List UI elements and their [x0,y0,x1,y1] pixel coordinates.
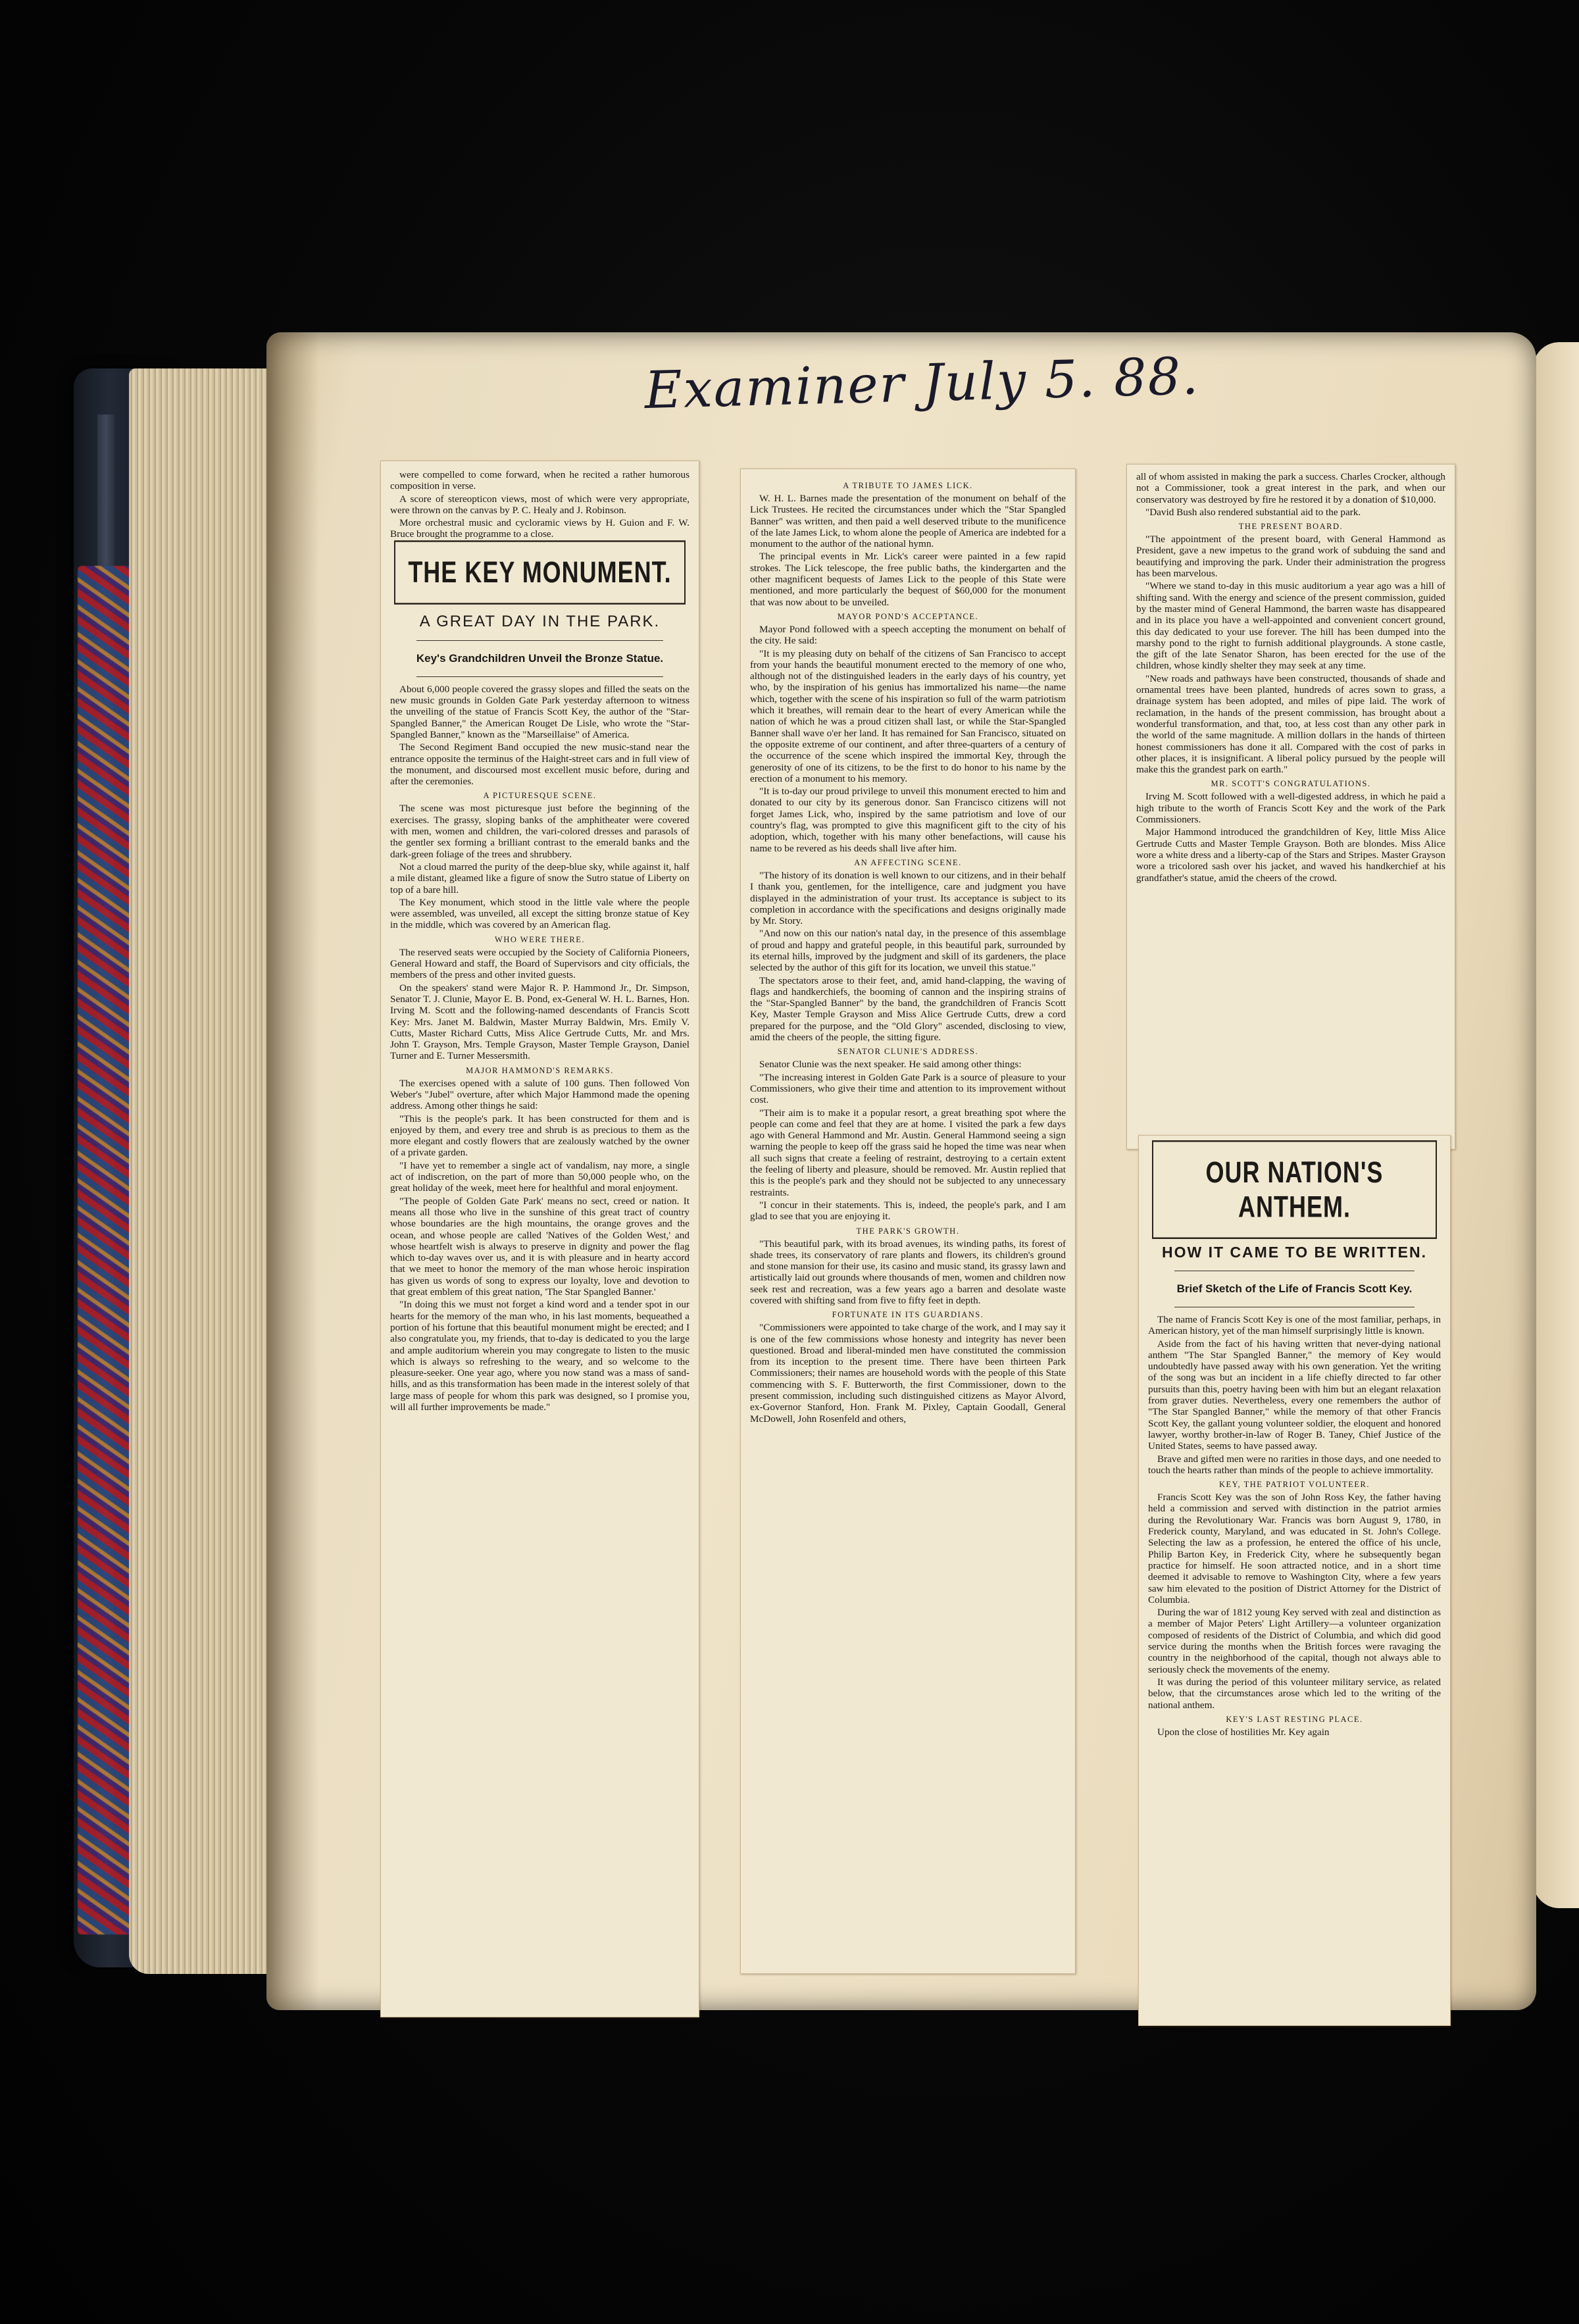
clipping-column-3 [1126,464,1455,1149]
gutter-shadow [266,332,319,2010]
deck-how-written: HOW IT CAME TO BE WRITTEN. [1162,1244,1427,1261]
paragraph: The name of Francis Scott Key is one of the most familiar, perhaps, in American history, yet of the man himself surprisingly little is known. [1148,1314,1441,1337]
divider [416,676,663,677]
subhead: AN AFFECTING SCENE. [854,857,962,867]
paragraph: "It is my pleasing duty on behalf of the citizens of San Francisco to accept from your hands the beautiful monument erected to the memory of one who, although not of the distinguished leaders in the early days of his country, yet who, by the inspiration of his genius has immortalized his name—the name which, together with the scene of his inspiration so full of the warm patriotism which it breathes, will remain dear to the heart of every American while the nation of which he was a proud citizen shall last, or while the Star-Spangled Banner shall wave o'er her land. It has remained for San Francisco, situated on the opposite extreme of our continent, and after three-quarters of a century of the occurrence of the scene which inspired the immortal Key, through the generosity of one of its citizens, to be the first to do honor to his name by the erection of a monument to his memory. [750,647,1066,784]
paragraph: Upon the close of hostilities Mr. Key again [1157,1726,1330,1738]
paragraph: "Commissioners were appointed to take charge of the work, and I may say it is one of the few commissions whose honesty and integrity has never been questioned. Broad and liberal-minded men have constituted the commission from its inception to the present time. There have been thirteen Park Commissioners; their names are household words with the people of this State commencing with S. F. Butterworth, the first Commissioner, down to the present commission, including such distinguished citizens as Mayor Alvord, ex-Governor Stanford, Hon. Frank M. Pixley, Captain Goodall, General McDowell, John Rosenfeld and others, [750,1322,1066,1425]
paragraph: On the speakers' stand were Major R. P. Hammond Jr., Dr. Simpson, Senator T. J. Clunie, Mayor E. B. Pond, ex-General W. H. L. Barnes, Hon. Irving M. Scott and the following-named descendants of Francis Scott Key: Mrs. Janet M. Baldwin, Master Murray Baldwin, Mrs. Emily V. Cutts, Master Richard Cutts, Miss Alice Gertrude Cutts, Mr. and Mrs. John T. Grayson, Mrs. Temple Grayson, Master Temple Grayson, Daniel Turner and E. Turner Messersmith. [390,982,689,1062]
paragraph: "The increasing interest in Golden Gate Park is a source of pleasure to your Commissioners, who give their time and attention to its improvement without cost. [750,1071,1066,1106]
paragraph: "Their aim is to make it a popular resort, a great breathing spot where the people can come and feel that they are at home. I visited the park a few days ago with General Hammond and Mr. Austin. General Hammond seeing a sign warning the people to keep off the grass said he hoped the time was near when all such signs that create a feeling of restraint, destroying to a certain extent the feeling of liberty and pleasure, should be removed. Mr. Austin replied that this is the people's park and they should not be subjected to any unnecessary restraints. [750,1107,1066,1198]
paragraph: The Key monument, which stood in the little vale where the people were assembled, was unveiled, all except the sitting bronze statue of Key in the middle, which was covered by an American flag. [390,896,689,931]
paragraph: all of whom assisted in making the park a success. Charles Crocker, although not a Commissioner, took a great interest in the park, and when our conservatory was destroyed by fire he restored it by a donation of $10,000. [1136,471,1445,505]
divider [416,640,663,641]
paragraph: About 6,000 people covered the grassy slopes and filled the seats on the new music grounds in Golden Gate Park yesterday afternoon to witness the unveiling of the statue of Francis Scott Key, the author of the "Star-Spangled Banner," the American Rouget De Lisle, who wrote the "Star-Spangled Banner," known as the "Marseillaise" of America. [390,683,689,740]
paragraph: The reserved seats were occupied by the Society of California Pioneers, General Howard and staff, the Board of Supervisors and city officials, the members of the press and other invited guests. [390,946,689,981]
paragraph: The spectators arose to their feet, and, amid hand-clapping, the waving of flags and handkerchiefs, the booming of cannon and the inspiring strains of the "Star-Spangled Banner" by the band, the grandchildren of Francis Scott Key, Master Temple Grayson and Miss Alice Gertrude Cutts, drew a cord prepared for the purpose, and the "Old Glory" ascended, disclosing to view, amid the cheers of the people, the sitting figure. [750,974,1066,1044]
paragraph: "It is to-day our proud privilege to unveil this monument erected to him and donated to our city by its generous donor. San Francisco citizens will not forget James Lick, who, inspired by the same patriotism and love of our country's flag, was prompted to give this magnificent gift to the city of his adoption, which, together with his many other benefactions, will cause his name to be revered as his deeds shall live after him. [750,786,1066,854]
clipping-column-2 [740,468,1076,1974]
paragraph: The exercises opened with a salute of 100 guns. Then followed Von Weber's "Jubel" overture, after which Major Hammond made the opening address. Among other things he said: [390,1077,689,1112]
subhead: MAYOR POND'S ACCEPTANCE. [837,611,979,621]
deck-brief-sketch: Brief Sketch of the Life of Francis Scott Key. [1176,1282,1413,1295]
handwritten-annotation: Examiner July 5. 88. [643,347,1201,421]
paragraph: Aside from the fact of his having written that never-dying national anthem "The Star Spangled Banner," the memory of Key would undoubtedly have passed away with his own generation. Yet the writing of the song was but an incident in a life chiefly directed to far other pursuits than this, poetry having been with him but an elegant relaxation from graver duties. Nevertheless, every one remembers the author of "The Star Spangled Banner," while the memory of that other Francis Scott Key, the gallant young volunteer soldier, the eloquent and honored lawyer, worthy brother-in-law of Roger B. Taney, Chief Justice of the United States, seems to have passed away. [1148,1338,1441,1452]
paragraph: Senator Clunie was the next speaker. He said among other things: [759,1059,1022,1071]
clipping-column-1 [380,461,699,2017]
marbled-page-edge [78,566,137,1934]
paragraph: The Second Regiment Band occupied the new music-stand near the entrance opposite the terminus of the Haight-street cars and in full view of the monument, and discoursed most excellent music before, during and after the ceremonies. [390,742,689,788]
facing-page-edge [1533,342,1579,1908]
headline-key-monument: THE KEY MONUMENT. [394,540,686,605]
paragraph: Mayor Pond followed with a speech accepting the monument on behalf of the city. He said: [750,623,1066,647]
paragraph: W. H. L. Barnes made the presentation of the monument on behalf of the Lick Trustees. He recited the circumstances under which the "Star Spangled Banner" was written, and then paid a well deserved tribute to the munificence of the late James Lick, to whom alone the people of America are indebted for a monument to the author of the national hymn. [750,493,1066,550]
page-edges [129,368,280,1974]
subhead: SENATOR CLUNIE'S ADDRESS. [837,1047,979,1057]
deck-grandchildren: Key's Grandchildren Unveil the Bronze Statue. [416,651,664,665]
paragraph: "I concur in their statements. This is, indeed, the people's park, and I am glad to see that you are enjoying it. [750,1199,1066,1223]
subhead: KEY, THE PATRIOT VOLUNTEER. [1218,1480,1370,1490]
paragraph: During the war of 1812 young Key served with zeal and distinction as a member of Major Peters' Light Artillery—a volunteer organization composed of residents of the District of Columbia, and which did good service during the months when the British forces were ravaging the country in the neighborhood of the capital, though not always able to seriously check the movements of the enemy. [1148,1607,1441,1675]
paragraph: "This beautiful park, with its broad avenues, its winding paths, its forest of shade trees, its conservatory of rare plants and flowers, its children's ground and stone mansion for their use, its casino and music stand, its grassy lawn and artistically laid out grounds where thousands of men, women and children now seek rest and recreation, was a few years ago a barren and desolate waste covered with shifting sand from five to fifty feet in depth. [750,1238,1066,1306]
paragraph: "David Bush also rendered substantial aid to the park. [1145,506,1361,518]
paragraph: "The appointment of the present board, with General Hammond as President, gave a new impetus to the grand work of subduing the sand and beautifying and improving the park. Under their administration the progress has been marvelous. [1136,534,1445,580]
paragraph: Irving M. Scott followed with a well-digested address, in which he paid a high tribute to the worth of Francis Scott Key and the work of the Park Commissioners. [1136,791,1445,826]
subhead: WHO WERE THERE. [495,934,585,944]
subhead: A TRIBUTE TO JAMES LICK. [843,481,973,490]
paragraph: "The people of Golden Gate Park' means no sect, creed or nation. It means all those who live in the sunshine of this great tract of country whose boundaries are the high mountains, the orange groves and the ocean, and whose people are called 'Natives of the Golden West,' and whose heartfelt wish is always to preserve in dignity and power the flag which to-day waves over us, and it is with pleasure and in hearty accord that we meet to honor the memory of the man whose heroic inspiration has given us words of song to express our loyalty, love and devotion to that great emblem of this great nation, 'The Star Spangled Banner.' [390,1195,689,1298]
paragraph: "I have yet to remember a single act of vandalism, nay more, a single act of indiscretion, on the part of more than 50,000 people who, on the great holiday of the week, meet here for healthful and moral enjoyment. [390,1159,689,1194]
paragraph: The scene was most picturesque just before the beginning of the exercises. The grassy, sloping banks of the amphitheater were covered with men, women and children, the vari-colored dresses and parasols of the gentler sex forming a brilliant contrast to the emerald banks and the dark-green foliage of the trees and shrubbery. [390,803,689,860]
subhead: FORTUNATE IN ITS GUARDIANS. [832,1310,984,1320]
paragraph: were compelled to come forward, when he recited a rather humorous composition in verse. [390,469,689,492]
paragraph: "This is the people's park. It has been constructed for them and is enjoyed by them, and every tree and shrub is as precious to them as the more elegant and costly flowers that are zealously watched by the owner of a private garden. [390,1113,689,1159]
subhead: A PICTURESQUE SCENE. [483,791,597,801]
subhead: KEY'S LAST RESTING PLACE. [1226,1714,1363,1724]
paragraph: A score of stereopticon views, most of which were very appropriate, were thrown on the canvas by P. C. Healy and J. Robinson. [390,493,689,516]
paragraph: More orchestral music and cycloramic views by H. Guion and F. W. Bruce brought the programme to a close. [390,517,689,540]
paragraph: "New roads and pathways have been constructed, thousands of shade and ornamental trees have been planted, hundreds of acres sown to grass, a drainage system has been adopted, and miles of pipe laid. The work of reclamation, in the hands of the present commission, has brought about a wonderful transformation, and that, too, at less cost than any other park in the world of the same magnitude. A million dollars in the hands of thirteen honest commissioners has done it all. Compared with the cost of parks in other places, it is insignificant. A liberal policy pursued by the people will make this the grandest park on earth." [1136,672,1445,776]
paragraph: "Where we stand to-day in this music auditorium a year ago was a hill of shifting sand. With the energy and science of the present commission, guided by the master mind of General Hammond, the barren waste has disappeared and in its place you have a well-appointed and convenient concert ground, this day dedicated to your use forever. The hill has been dumped into the marshy pond to the right to furnish additional playgrounds. A stone castle, the gift of the late Senator Sharon, has been erected for the use of the children, whose kindly shelter they may seek at any time. [1136,580,1445,672]
paragraph: It was during the period of this volunteer military service, as related below, that the circumstances arose which led to the writing of the national anthem. [1148,1676,1441,1711]
headline-nations-anthem: OUR NATION'S ANTHEM. [1152,1140,1437,1239]
subhead: MAJOR HAMMOND'S REMARKS. [466,1065,614,1075]
subhead: THE PARK'S GROWTH. [856,1226,960,1236]
paragraph: Francis Scott Key was the son of John Ross Key, the father having held a commission and served with distinction in the patriot armies during the Revolutionary War. Francis was born August 9, 1780, in Frederick county, Maryland, and was educated in St. John's College. Selecting the law as a profession, he entered the office of his uncle, Philip Barton Key, in Frederick City, where he subsequently began practice for himself. He soon attracted notice, and in a short time deemed it advisable to remove to Washington City, where a few years saw him elevated to the position of District Attorney for the District of Columbia. [1148,1492,1441,1605]
paragraph: "The history of its donation is well known to our citizens, and in their behalf I thank you, gentlemen, for the intelligence, care and judgment you have displayed in the administration of your trust. Its acceptance is subject to its completion in accordance with the specifications and designs originally made by Mr. Story. [750,869,1066,927]
clipping-column-4 [1138,1135,1451,2026]
deck-great-day: A GREAT DAY IN THE PARK. [419,612,661,630]
paragraph: Major Hammond introduced the grandchildren of Key, little Miss Alice Gertrude Cutts and Master Temple Grayson. Both are blondes. Miss Alice wore a white dress and a liberty-cap of the Stars and Stripes. Master Grayson wore a tricolored sash over his jacket, and waved his handkerchief at his grandfather's statue, amid the cheers of the crowd. [1136,826,1445,884]
subhead: THE PRESENT BOARD. [1238,522,1343,532]
paragraph: "And now on this our nation's natal day, in the presence of this assemblage of proud and happy and grateful people, in this beautiful park, surrounded by its eternal hills, improved by the judgment and skill of its gardeners, the place selected by the author of this gift for its location, we unveil this statue." [750,928,1066,974]
paragraph: Brave and gifted men were no rarities in those days, and one needed to touch the hearts rather than minds of the people to achieve immortality. [1148,1453,1441,1476]
subhead: MR. SCOTT'S CONGRATULATIONS. [1211,779,1371,789]
paragraph: "In doing this we must not forget a kind word and a tender spot in our hearts for the memory of the man who, in his last moments, bequeathed a portion of his fortune that this beautiful monument might be erected; and I also congratulate you, my friends, that to-day is dedicated to you the large and ample auditorium wherein you may congregate to listen to the music which is always so refreshing to the weary, and so welcome to the pleasure-seeker. One year ago, where you now stand was a mass of sand-hills, and as this transformation has been made in the interest solely of that large mass of people for whom this park was designed, so I promise you, will all further improvements be made." [390,1299,689,1413]
paragraph: Not a cloud marred the purity of the deep-blue sky, while against it, half a mile distant, gleamed like a figure of snow the Sutro statue of Liberty on top of a bare hill. [390,861,689,896]
paragraph: The principal events in Mr. Lick's career were painted in a few rapid strokes. The Lick telescope, the free public baths, the kindergarten and the other magnificent bequests of James Lick to the people of this State were mentioned, and more particularly the bequest of $60,000 for the monument that was now about to be unveiled. [750,551,1066,608]
